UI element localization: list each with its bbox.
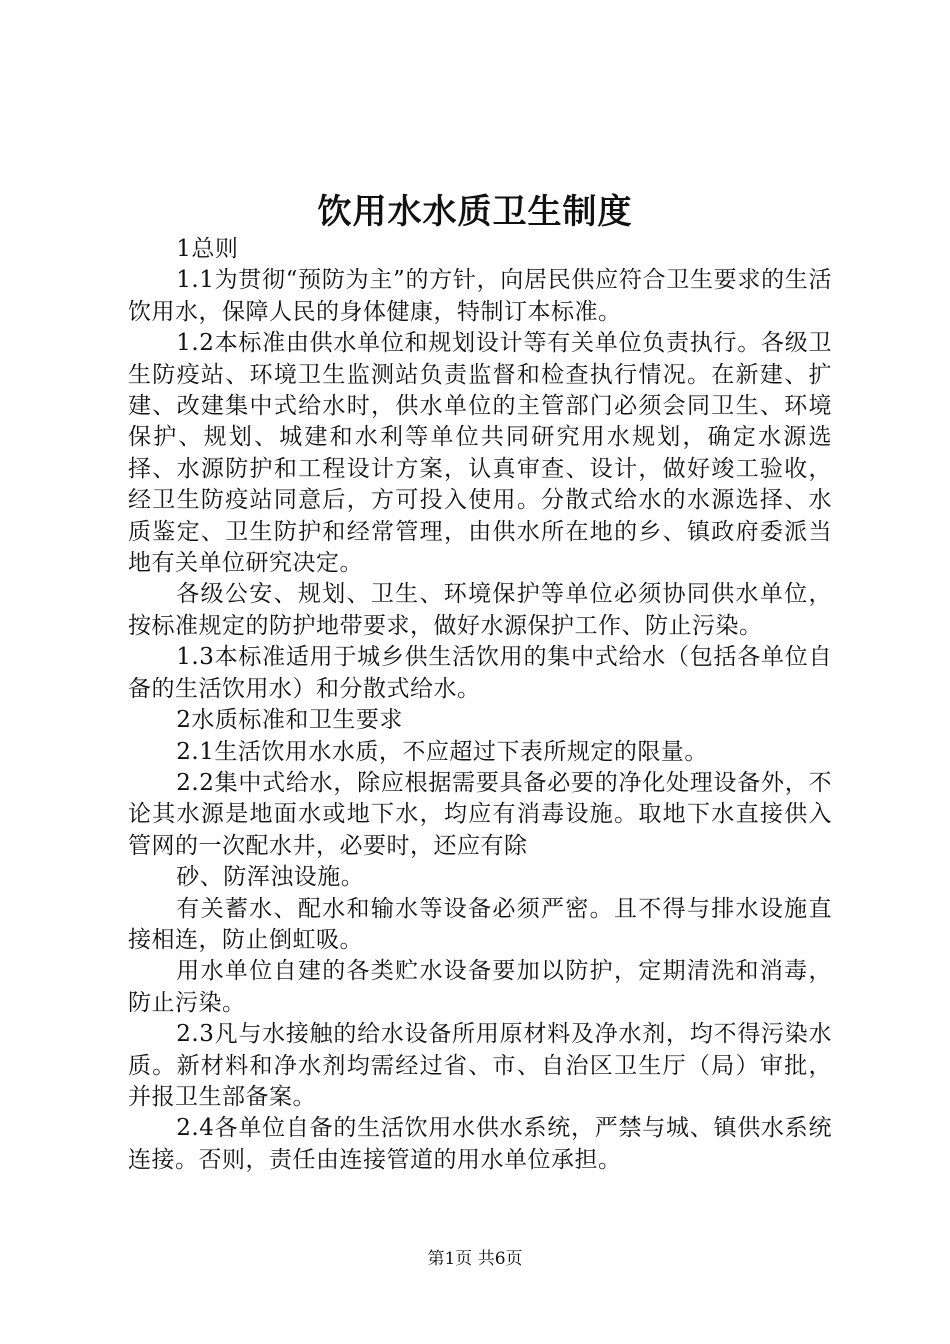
paragraph-2-4: 2.4各单位自备的生活饮用水供水系统，严禁与城、镇供水系统连接。否则，责任由连接管道的用水单位承担。 — [128, 1115, 832, 1173]
paragraph-protection: 各级公安、规划、卫生、环境保护等单位必须协同供水单位，按标准规定的防护地带要求，做好水源保护工作、防止污染。 — [128, 581, 832, 639]
paragraph-1-1: 1.1为贯彻“预防为主”的方针，向居民供应符合卫生要求的生活饮用水，保障人民的身体健康，特制订本标准。 — [128, 267, 832, 325]
paragraph-1-2: 1.2本标准由供水单位和规划设计等有关单位负责执行。各级卫生防疫站、环境卫生监测站负责监督和检查执行情况。在新建、扩建、改建集中式给水时，供水单位的主管部门必须会同卫生、环境保护、规划、城建和水利等单位共同研究用水规划，确定水源选择、水源防护和工程设计方案，认真审查、设计，做好竣工验收，经卫生防疫站同意后，方可投入使用。分散式给水的水源选择、水质鉴定、卫生防护和经常管理，由供水所在地的乡、镇政府委派当地有关单位研究决定。 — [128, 330, 832, 577]
document-title: 饮用水水质卫生制度 — [317, 192, 633, 232]
paragraph-2-1: 2.1生活饮用水水质，不应超过下表所规定的限量。 — [176, 738, 708, 765]
paragraph-1-3: 1.3本标准适用于城乡供生活饮用的集中式给水（包括各单位自备的生活饮用水）和分散式给水。 — [128, 644, 832, 702]
section-heading-2: 2水质标准和卫生要求 — [176, 707, 403, 734]
paragraph-2-2: 2.2集中式给水，除应根据需要具备必要的净化处理设备外，不论其水源是地面水或地下水，均应有消毒设施。取地下水直接供入管网的一次配水井，必要时，还应有除 — [128, 769, 832, 859]
section-heading-1: 1总则 — [176, 236, 239, 262]
paragraph-storage: 有关蓄水、配水和输水等设备必须严密。且不得与排水设施直接相连，防止倒虹吸。 — [128, 895, 832, 953]
document-body — [128, 234, 832, 1176]
paragraph-2-2-cont: 砂、防浑浊设施。 — [176, 864, 365, 891]
paragraph-2-3: 2.3凡与水接触的给水设备所用原材料及净水剂，均不得污染水质。新材料和净水剂均需经过省、市、自治区卫生厅（局）审批，并报卫生部备案。 — [128, 1021, 832, 1110]
page-number-footer: 第1页 共6页 — [427, 1249, 523, 1269]
paragraph-tank: 用水单位自建的各类贮水设备要加以防护，定期清洗和消毒，防止污染。 — [128, 958, 832, 1016]
